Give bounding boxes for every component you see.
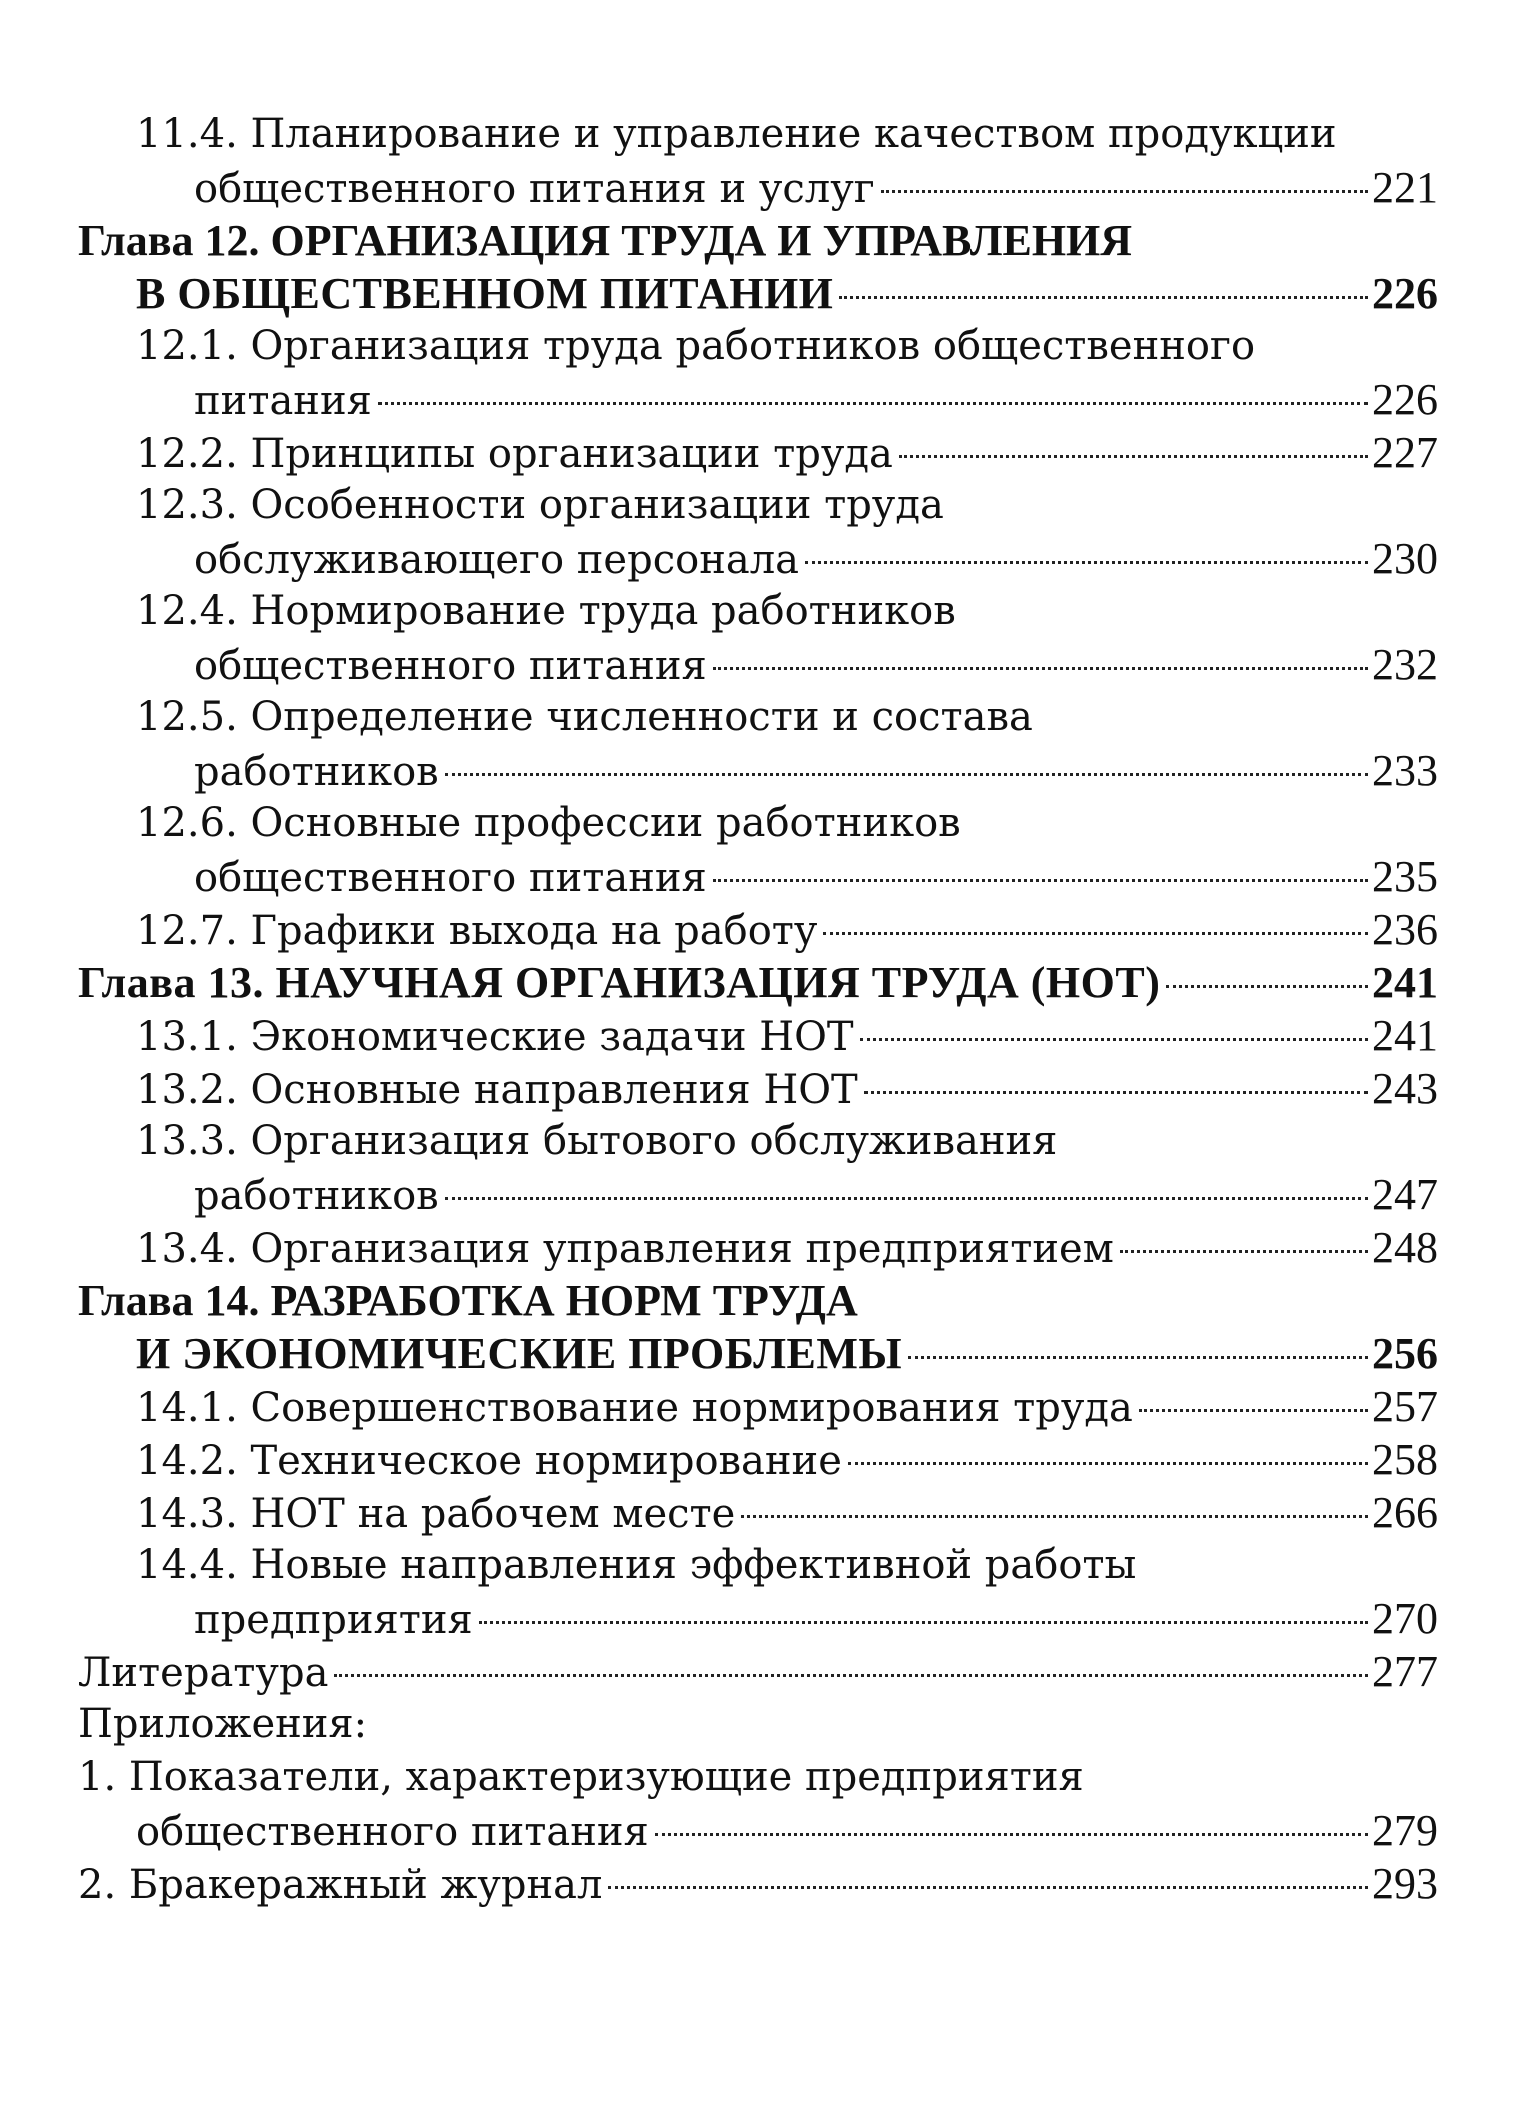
- toc-entry-title: 13.2. Основные направления НОТ: [136, 1067, 858, 1113]
- toc-leader-row: [78, 1804, 1438, 1857]
- toc-leader-row: [78, 903, 1438, 956]
- toc-entry[interactable]: [78, 903, 1438, 956]
- toc-entry[interactable]: [78, 1433, 1438, 1486]
- toc-entry-title: 14.2. Техническое нормирование: [136, 1438, 842, 1484]
- toc-leader-row: [78, 1009, 1438, 1062]
- dot-leader: [839, 296, 1368, 299]
- toc-entry[interactable]: [78, 1751, 1438, 1857]
- toc-page-number: 241: [1372, 1011, 1438, 1060]
- dot-leader: [864, 1091, 1368, 1094]
- toc-leader-row: [78, 850, 1438, 903]
- dot-leader: [378, 402, 1368, 405]
- dot-leader: [823, 932, 1368, 935]
- toc-entry-title: работников: [194, 1173, 439, 1219]
- toc-entry[interactable]: [78, 1009, 1438, 1062]
- toc-page-number: 279: [1372, 1806, 1438, 1855]
- toc-entry[interactable]: [78, 1698, 1438, 1751]
- toc-leader-row: [78, 638, 1438, 691]
- toc-entry-title: Глава 12. ОРГАНИЗАЦИЯ ТРУДА И УПРАВЛЕНИЯ: [78, 216, 1133, 265]
- toc-entry-title: 13.1. Экономические задачи НОТ: [136, 1014, 854, 1060]
- toc-leader-row: [78, 532, 1438, 585]
- toc-leader-row: [78, 1486, 1438, 1539]
- toc-page-number: 243: [1372, 1064, 1438, 1113]
- toc-entry-title: 12.7. Графики выхода на работу: [136, 908, 818, 954]
- toc-leader-row: [78, 373, 1438, 426]
- toc-page-number: 232: [1372, 640, 1438, 689]
- toc-leader-row: [78, 744, 1438, 797]
- toc-leader-row: [78, 1221, 1438, 1274]
- dot-leader: [848, 1462, 1368, 1465]
- toc-page-number: 270: [1372, 1594, 1438, 1643]
- toc-page-number: 236: [1372, 905, 1438, 954]
- toc-entry-title: 12.4. Нормирование труда работников: [136, 588, 956, 634]
- toc-leader-row: [78, 1857, 1438, 1910]
- dot-leader: [713, 667, 1368, 670]
- dot-leader: [713, 879, 1368, 882]
- dot-leader: [445, 773, 1368, 776]
- toc-leader-row: [78, 426, 1438, 479]
- dot-leader: [899, 455, 1368, 458]
- toc-entry-title: 12.3. Особенности организации труда: [136, 482, 944, 528]
- toc-entry-title: 14.1. Совершенствование нормирования труда: [136, 1385, 1133, 1431]
- toc-entry-title: В ОБЩЕСТВЕННОМ ПИТАНИИ: [136, 269, 834, 318]
- dot-leader: [334, 1674, 1368, 1677]
- dot-leader: [655, 1833, 1368, 1836]
- toc-page-number: 256: [1372, 1329, 1438, 1378]
- toc-page-number: 293: [1372, 1859, 1438, 1908]
- toc-page-number: 227: [1372, 428, 1438, 477]
- toc-leader-row: [78, 1062, 1438, 1115]
- toc-entry-title: 13.4. Организация управления предприятием: [136, 1226, 1114, 1272]
- dot-leader: [908, 1356, 1368, 1359]
- toc-entry-title: Глава 14. РАЗРАБОТКА НОРМ ТРУДА: [78, 1276, 858, 1325]
- toc-entry[interactable]: [78, 426, 1438, 479]
- toc-leader-row: [78, 1433, 1438, 1486]
- toc-leader-row: [78, 1592, 1438, 1645]
- toc-entry[interactable]: [78, 691, 1438, 797]
- toc-entry-title: Литература: [78, 1650, 329, 1696]
- toc-page-number: 241: [1372, 958, 1438, 1007]
- toc-entry-title: работников: [194, 749, 439, 795]
- toc-leader-row: [78, 267, 1438, 320]
- toc-entry[interactable]: [78, 479, 1438, 585]
- toc-entry-title: 14.4. Новые направления эффективной работы: [136, 1542, 1137, 1588]
- toc-chapter-entry[interactable]: [78, 956, 1438, 1009]
- toc-page-number: 226: [1372, 375, 1438, 424]
- toc-entry-title: Приложения:: [78, 1701, 368, 1747]
- dot-leader: [1166, 985, 1368, 988]
- dot-leader: [741, 1515, 1368, 1518]
- toc-page-number: 221: [1372, 163, 1438, 212]
- toc-page-number: 258: [1372, 1435, 1438, 1484]
- toc-entry-title: И ЭКОНОМИЧЕСКИЕ ПРОБЛЕМЫ: [136, 1329, 903, 1378]
- toc-entry[interactable]: [78, 1221, 1438, 1274]
- toc-entry[interactable]: [78, 1539, 1438, 1645]
- toc-entry-title: 12.2. Принципы организации труда: [136, 431, 893, 477]
- toc-entry-title: 12.6. Основные профессии работников: [136, 800, 961, 846]
- toc-page-number: 230: [1372, 534, 1438, 583]
- toc-entry-title: питания: [194, 378, 372, 424]
- toc-leader-row: [78, 1645, 1438, 1698]
- toc-entry-title: предприятия: [194, 1597, 473, 1643]
- toc-entry[interactable]: [78, 1645, 1438, 1698]
- toc-page-number: 247: [1372, 1170, 1438, 1219]
- toc-chapter-entry[interactable]: [78, 214, 1438, 320]
- table-of-contents: [78, 108, 1438, 1910]
- toc-entry-title: общественного питания и услуг: [194, 166, 875, 212]
- dot-leader: [805, 561, 1368, 564]
- toc-page-number: 257: [1372, 1382, 1438, 1431]
- toc-page-number: 248: [1372, 1223, 1438, 1272]
- toc-entry-title: обслуживающего персонала: [194, 537, 799, 583]
- toc-entry[interactable]: [78, 1062, 1438, 1115]
- toc-entry[interactable]: [78, 1115, 1438, 1221]
- toc-entry-title: 11.4. Планирование и управление качеством продукции: [136, 111, 1337, 157]
- toc-entry-title: 14.3. НОТ на рабочем месте: [136, 1491, 736, 1537]
- toc-entry[interactable]: [78, 1857, 1438, 1910]
- toc-entry-title: Глава 13. НАУЧНАЯ ОРГАНИЗАЦИЯ ТРУДА (НОТ): [78, 958, 1161, 1007]
- toc-page-number: 226: [1372, 269, 1438, 318]
- toc-page-number: 266: [1372, 1488, 1438, 1537]
- toc-leader-row: [78, 1380, 1438, 1433]
- toc-leader-row: [78, 161, 1438, 214]
- toc-entry[interactable]: [78, 797, 1438, 903]
- toc-page-number: 277: [1372, 1647, 1438, 1696]
- toc-chapter-entry[interactable]: [78, 1274, 1438, 1380]
- toc-entry[interactable]: [78, 320, 1438, 426]
- dot-leader: [608, 1886, 1368, 1889]
- dot-leader: [479, 1621, 1368, 1624]
- dot-leader: [1139, 1409, 1368, 1412]
- toc-leader-row: [78, 1327, 1438, 1380]
- toc-leader-row: [78, 1168, 1438, 1221]
- toc-leader-row: [78, 956, 1438, 1009]
- toc-entry-title: общественного питания: [194, 643, 707, 689]
- dot-leader: [445, 1197, 1368, 1200]
- dot-leader: [881, 190, 1368, 193]
- toc-entry[interactable]: [78, 585, 1438, 691]
- toc-entry-title: 12.1. Организация труда работников общественного: [136, 323, 1256, 369]
- toc-entry[interactable]: [78, 1380, 1438, 1433]
- toc-page-number: 235: [1372, 852, 1438, 901]
- toc-entry-title: 1. Показатели, характеризующие предприятия: [78, 1754, 1084, 1800]
- toc-entry-title: 13.3. Организация бытового обслуживания: [136, 1118, 1058, 1164]
- toc-entry-title: общественного питания: [194, 855, 707, 901]
- toc-entry[interactable]: [78, 1486, 1438, 1539]
- dot-leader: [1120, 1250, 1368, 1253]
- dot-leader: [860, 1038, 1368, 1041]
- toc-entry-title: 12.5. Определение численности и состава: [136, 694, 1033, 740]
- toc-entry-title: 2. Бракеражный журнал: [78, 1862, 603, 1908]
- toc-page-number: 233: [1372, 746, 1438, 795]
- toc-entry-title: общественного питания: [136, 1809, 649, 1855]
- toc-entry[interactable]: [78, 108, 1438, 214]
